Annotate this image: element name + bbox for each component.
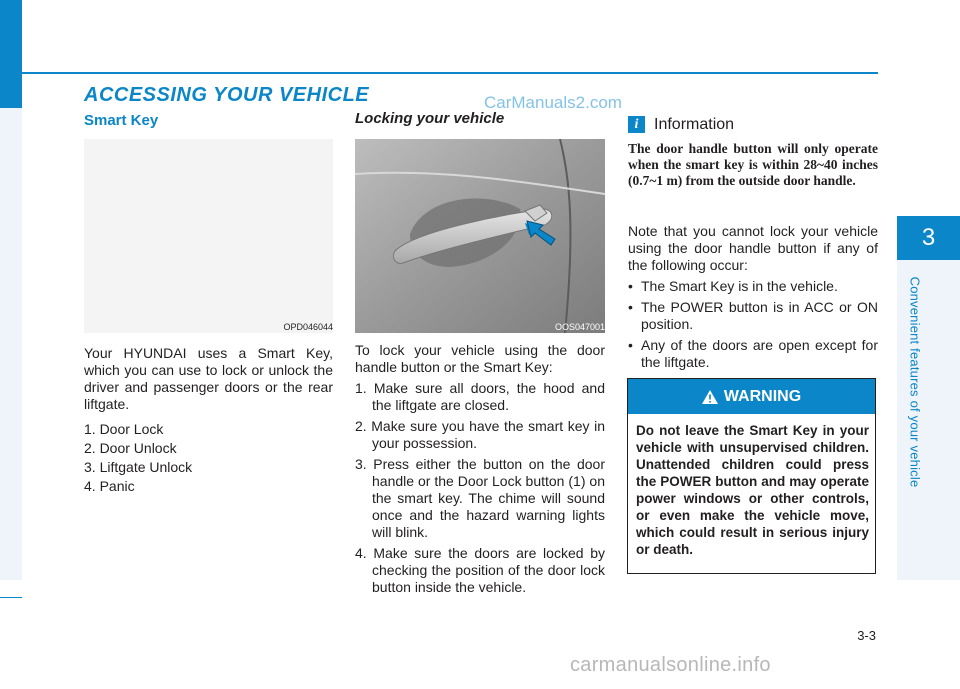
list-item: 2. Door Unlock [84,440,177,456]
list-item: 4. Make sure the doors are locked by checking the position of the door lock button inside the vehicle. [355,545,605,595]
door-handle-illustration [355,139,605,333]
bullet-text: The Smart Key is in the vehicle. [641,278,838,294]
warning-triangle-icon [702,390,718,404]
bullet-text: Any of the doors are open except for the liftgate. [641,337,878,370]
page-number: 3-3 [857,628,876,643]
warning-header [628,379,875,414]
smart-key-text [84,345,333,495]
locking-steps [355,380,605,596]
header-rule [22,72,878,74]
chapter-number-tab: 3 [897,216,960,260]
list-item [628,278,878,295]
list-item [628,337,878,371]
header-watermark: CarManuals2.com [484,93,622,112]
section-title: ACCESSING YOUR VEHICLE [84,84,370,106]
list-item [628,299,878,333]
bullet-symbol: • [628,299,633,315]
smart-key-figure-code: OPD046044 [283,322,333,332]
smart-key-intro: Your HYUNDAI uses a Smart Key, which you can use to lock or unlock the driver and passenger doors or the rear liftgate. [84,345,333,412]
footer-watermark: carmanualsonline.info [570,654,771,676]
bullet-symbol: • [628,337,633,353]
list-item: 3. Liftgate Unlock [84,459,193,475]
list-item: 3. Press either the button on the door handle or the Door Lock button (1) on the smart key. The chime will sound once and the hazard warning lights will blink. [355,456,605,540]
smart-key-heading: Smart Key [84,112,159,129]
door-handle-figure [355,139,605,333]
left-footer-line [0,597,22,598]
info-note-intro: Note that you cannot lock your vehicle using the door handle button if any of the following occur: [628,223,878,273]
chapter-label-text: Convenient features of your vehicle [907,276,923,488]
smart-key-button-list [84,421,333,495]
info-note [628,223,878,371]
info-bullet-list [628,278,878,371]
door-figure-code: OOS047001 [554,322,605,332]
smart-key-figure [84,139,333,333]
info-bold-text: The door handle button will only operate when the smart key is within 28~40 inches (0.7~1 m) from the outside door handle. [628,141,878,188]
warning-body: Do not leave the Smart Key in your vehicle with unsupervised children. Unattended children could press the POWER button and may operate power windows or other controls, or even make the vehicle move, which could result in serious injury or death. [636,423,869,557]
warning-title: WARNING [723,387,802,405]
bullet-text: The POWER button is in ACC or ON position. [641,299,878,332]
list-item: 4. Panic [84,478,135,494]
info-icon: i [628,116,645,133]
list-item: 1. Make sure all doors, the hood and the liftgate are closed. [355,380,605,413]
locking-heading: Locking your vehicle [355,110,505,127]
list-item: 1. Door Lock [84,421,164,437]
bullet-symbol: • [628,278,633,294]
locking-text [355,342,605,596]
info-heading: Information [654,116,735,133]
list-item: 2. Make sure you have the smart key in your possession. [355,418,605,451]
locking-intro: To lock your vehicle using the door handle button or the Smart Key: [355,342,605,375]
left-accent-bar [0,0,22,108]
chapter-label [904,270,926,494]
warning-box [627,378,876,574]
